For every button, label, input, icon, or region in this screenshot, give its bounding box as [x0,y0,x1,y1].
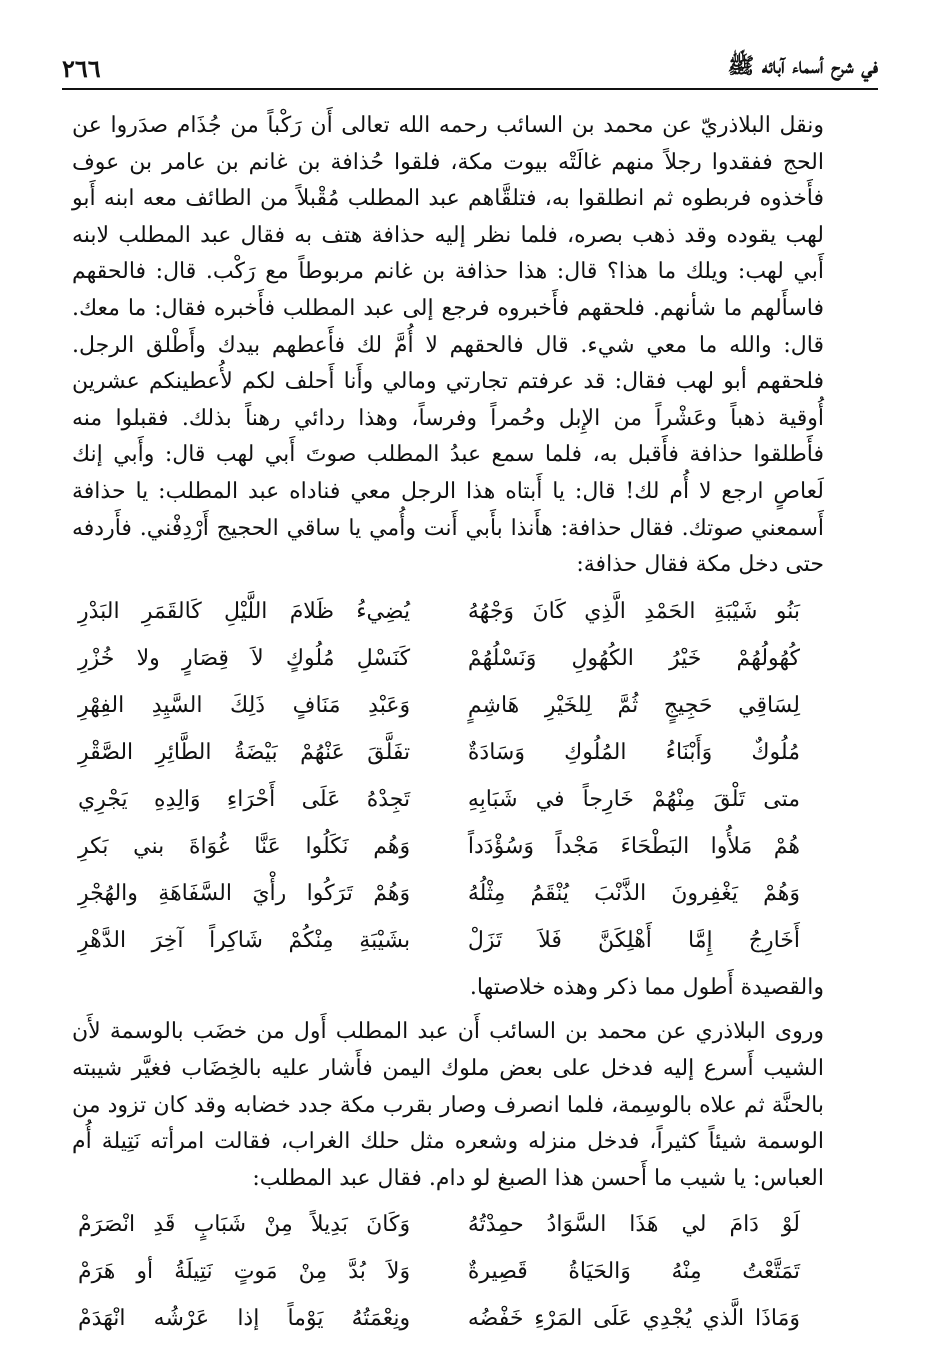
second-hemistich: يُضِيءُ ظَلامَ اللَّيْلِ كَالقَمَرِ البَدْرِ [78,598,411,624]
verse [72,588,824,635]
poem-2 [72,1201,824,1342]
verse [72,635,824,682]
second-hemistich: ونِعْمَتُهُ يَوْماً إذا عَرْشُه انْهَدَمْ [78,1306,411,1332]
first-hemistich: هُمْ مَلأُوا البَطْحَاءَ مَجْداً وَسُؤْدَداً [467,833,800,859]
first-hemistich: مُلُوكٌ وَأَبْنَاءُ المُلُوكِ وَسَادَةٌ [467,739,800,765]
verse [72,870,824,917]
verse [72,776,824,823]
verse [72,823,824,870]
first-hemistich: كُهُولُهُمْ خَيْرُ الكُهُولِ وَنَسْلُهُمْ [467,645,800,671]
paragraph-1: ونقل البلاذريّ عن محمد بن السائب رحمه الله تعالى أَن رَكْباً من جُذَام صدَروا عن الحج ففقدوا رجلاً منهم غالَتْه بيوت مكة، فلقوا حُذافة بن غانم بن عامر بن عوف فأَخذوه فربطوه ثم انطلقوا به، فتلقَّاهم عبد المطلب مُقْبلاً من الطائف معه ابنه أَبو لهب يقوده وقد ذهب بصره، فلما نظر إليه حذافة هتف به فقال عبد المطلب لابنه أَبي لهب: ويلك ما هذا؟ قال: هذا حذافة بن غانم مربوطاً مع رَكْب. قال: فالحقهم فاسأَلهم ما شأنهم. فلحقهم فأَخبروه فرجع إلى عبد المطلب فأَخبره فقال: ما معك. قال: والله ما معي شيء. قال فالحقهم لا أُمَّ لك فأَعطهم بيدك وأَطْلق الرجل. فلحقهم أبو لهب فقال: قد عرفتم تجارتي ومالي وأَنا أَحلف لكم لأُعطينكم عشرين أُوقية ذهباً وعَشْراً من الإِبل وحُمراً وفرساً، وهذا ردائي رهناً بذلك. فقبلوا منه فأَطلقوا حذافة فأَقبل به، فلما سمع عبدُ المطلب صوتَ أَبي لهب قال: وأَبي إنك لَعاصٍ ارجع لا أُم لك! قال: يا أَبتاه هذا الرجل معي فناداه عبد المطلب: يا حذافة أَسمعني صوتك. فقال حذافة: هأَنذا بأَبي أَنت وأُمي يا ساقي الحجيج أَرْدِفْني. فأَردفه حتى دخل مكة فقال حذافة: [72,113,824,578]
second-hemistich: تفَلَّقَ عَنْهُمْ بَيْضَةُ الطَّائِرِ الصَّقْرِ [78,739,411,765]
second-hemistich: تَجِدْهُ عَلَى أَحْرَاءِ وَالِدِهِ يَجْرِي [78,786,411,812]
page-header [62,48,878,90]
verse [72,729,824,776]
first-hemistich: تَمَتَّعْتُ مِنْهُ وَالحَيَاةُ قَصِيرةٌ [467,1259,800,1285]
first-hemistich: وَمَاذَا الَّذي يُجْدِي عَلَى المَرْءِ خَفْضُه [467,1306,800,1332]
verse [72,682,824,729]
first-hemistich: بَنُو شَيْبَةِ الحَمْدِ الَّذِي كَانَ وَجْهُهُ [467,598,800,624]
second-hemistich: وَهُمْ تَرَكُوا رأْيَ السَّفَاهَةِ والهُجْرِ [78,880,411,906]
second-hemistich: وَكَانَ بَدِيلاً مِنْ شَبَابٍ قَدِ انْصَرَمْ [78,1212,411,1238]
second-hemistich: بشَيْبَةِ مِنْكُمْ شَاكِراً آخِرَ الدَّهْرِ [78,927,411,953]
page-number: ٢٦٦ [62,53,101,83]
first-hemistich: متى تَلْقَ مِنْهُمْ خَارِجاً في شَبَابِهِ [467,786,800,812]
verse [72,1248,824,1295]
second-hemistich: وَعَبْدِ مَنَافٍ ذَلِكَ السَّيِدِ الفِهْرِ [78,692,411,718]
verse [72,1201,824,1248]
first-hemistich: وَهُمْ يَغْفِرونَ الذَّنْبَ يُنْقَمُ مِثْلُهُ [467,880,800,906]
running-title: في شرح أسماء آبائه ﷺ [727,53,878,79]
first-hemistich: لَوْ دَامَ لي هَذَا السَّوَادُ حمِدْتُهُ [467,1212,800,1238]
verse [72,1295,824,1342]
poem-1 [72,588,824,964]
second-hemistich: وَهُم نَكَلُوا عَنَّا غُوَاةَ بني بَكرِ [78,833,411,859]
first-hemistich: أَخَارِجُ إِمَّا أَهْلِكَنَّ فَلاَ تَزَلْ [467,927,800,953]
first-hemistich: لِسَاقِي حَجِيجٍ ثُمَّ لِلخَيْرِ هَاشِمٍ [467,692,800,718]
poem-1-note: والقصيدة أَطول مما ذكر وهذه خلاصتها. [469,974,824,1000]
paragraph-2: وروى البلاذري عن محمد بن السائب أَن عبد المطلب أَول من خضَب بالوسمة لأَن الشيب أَسرع إليه فدخل على بعض ملوك اليمن فأَشار عليه بالخِضَاب فغيَّر شيبته بالحنَّة ثم علاه بالوسِمة، فلما انصرف وصار بقرب مكة جدد خضابه وقد كان تزود من الوسمة شيئاً كثيراً، فدخل منزله وشعره مثل حلك الغراب، فقالت امرأته نَتِيلة أُم العباس: يا شيب ما أَحسن هذا الصبغ لو دام. فقال عبد المطلب: [72,1019,824,1191]
second-hemistich: وَلاَ بُدَّ مِنْ مَوتٍ نَتِيلَةُ أو هَرَمْ [78,1259,411,1285]
second-hemistich: كَنَسْلِ مُلُوكٍ لاَ قِصَارٍ ولا خُزْرِ [78,645,411,671]
page-body [72,108,824,1348]
verse [72,917,824,964]
